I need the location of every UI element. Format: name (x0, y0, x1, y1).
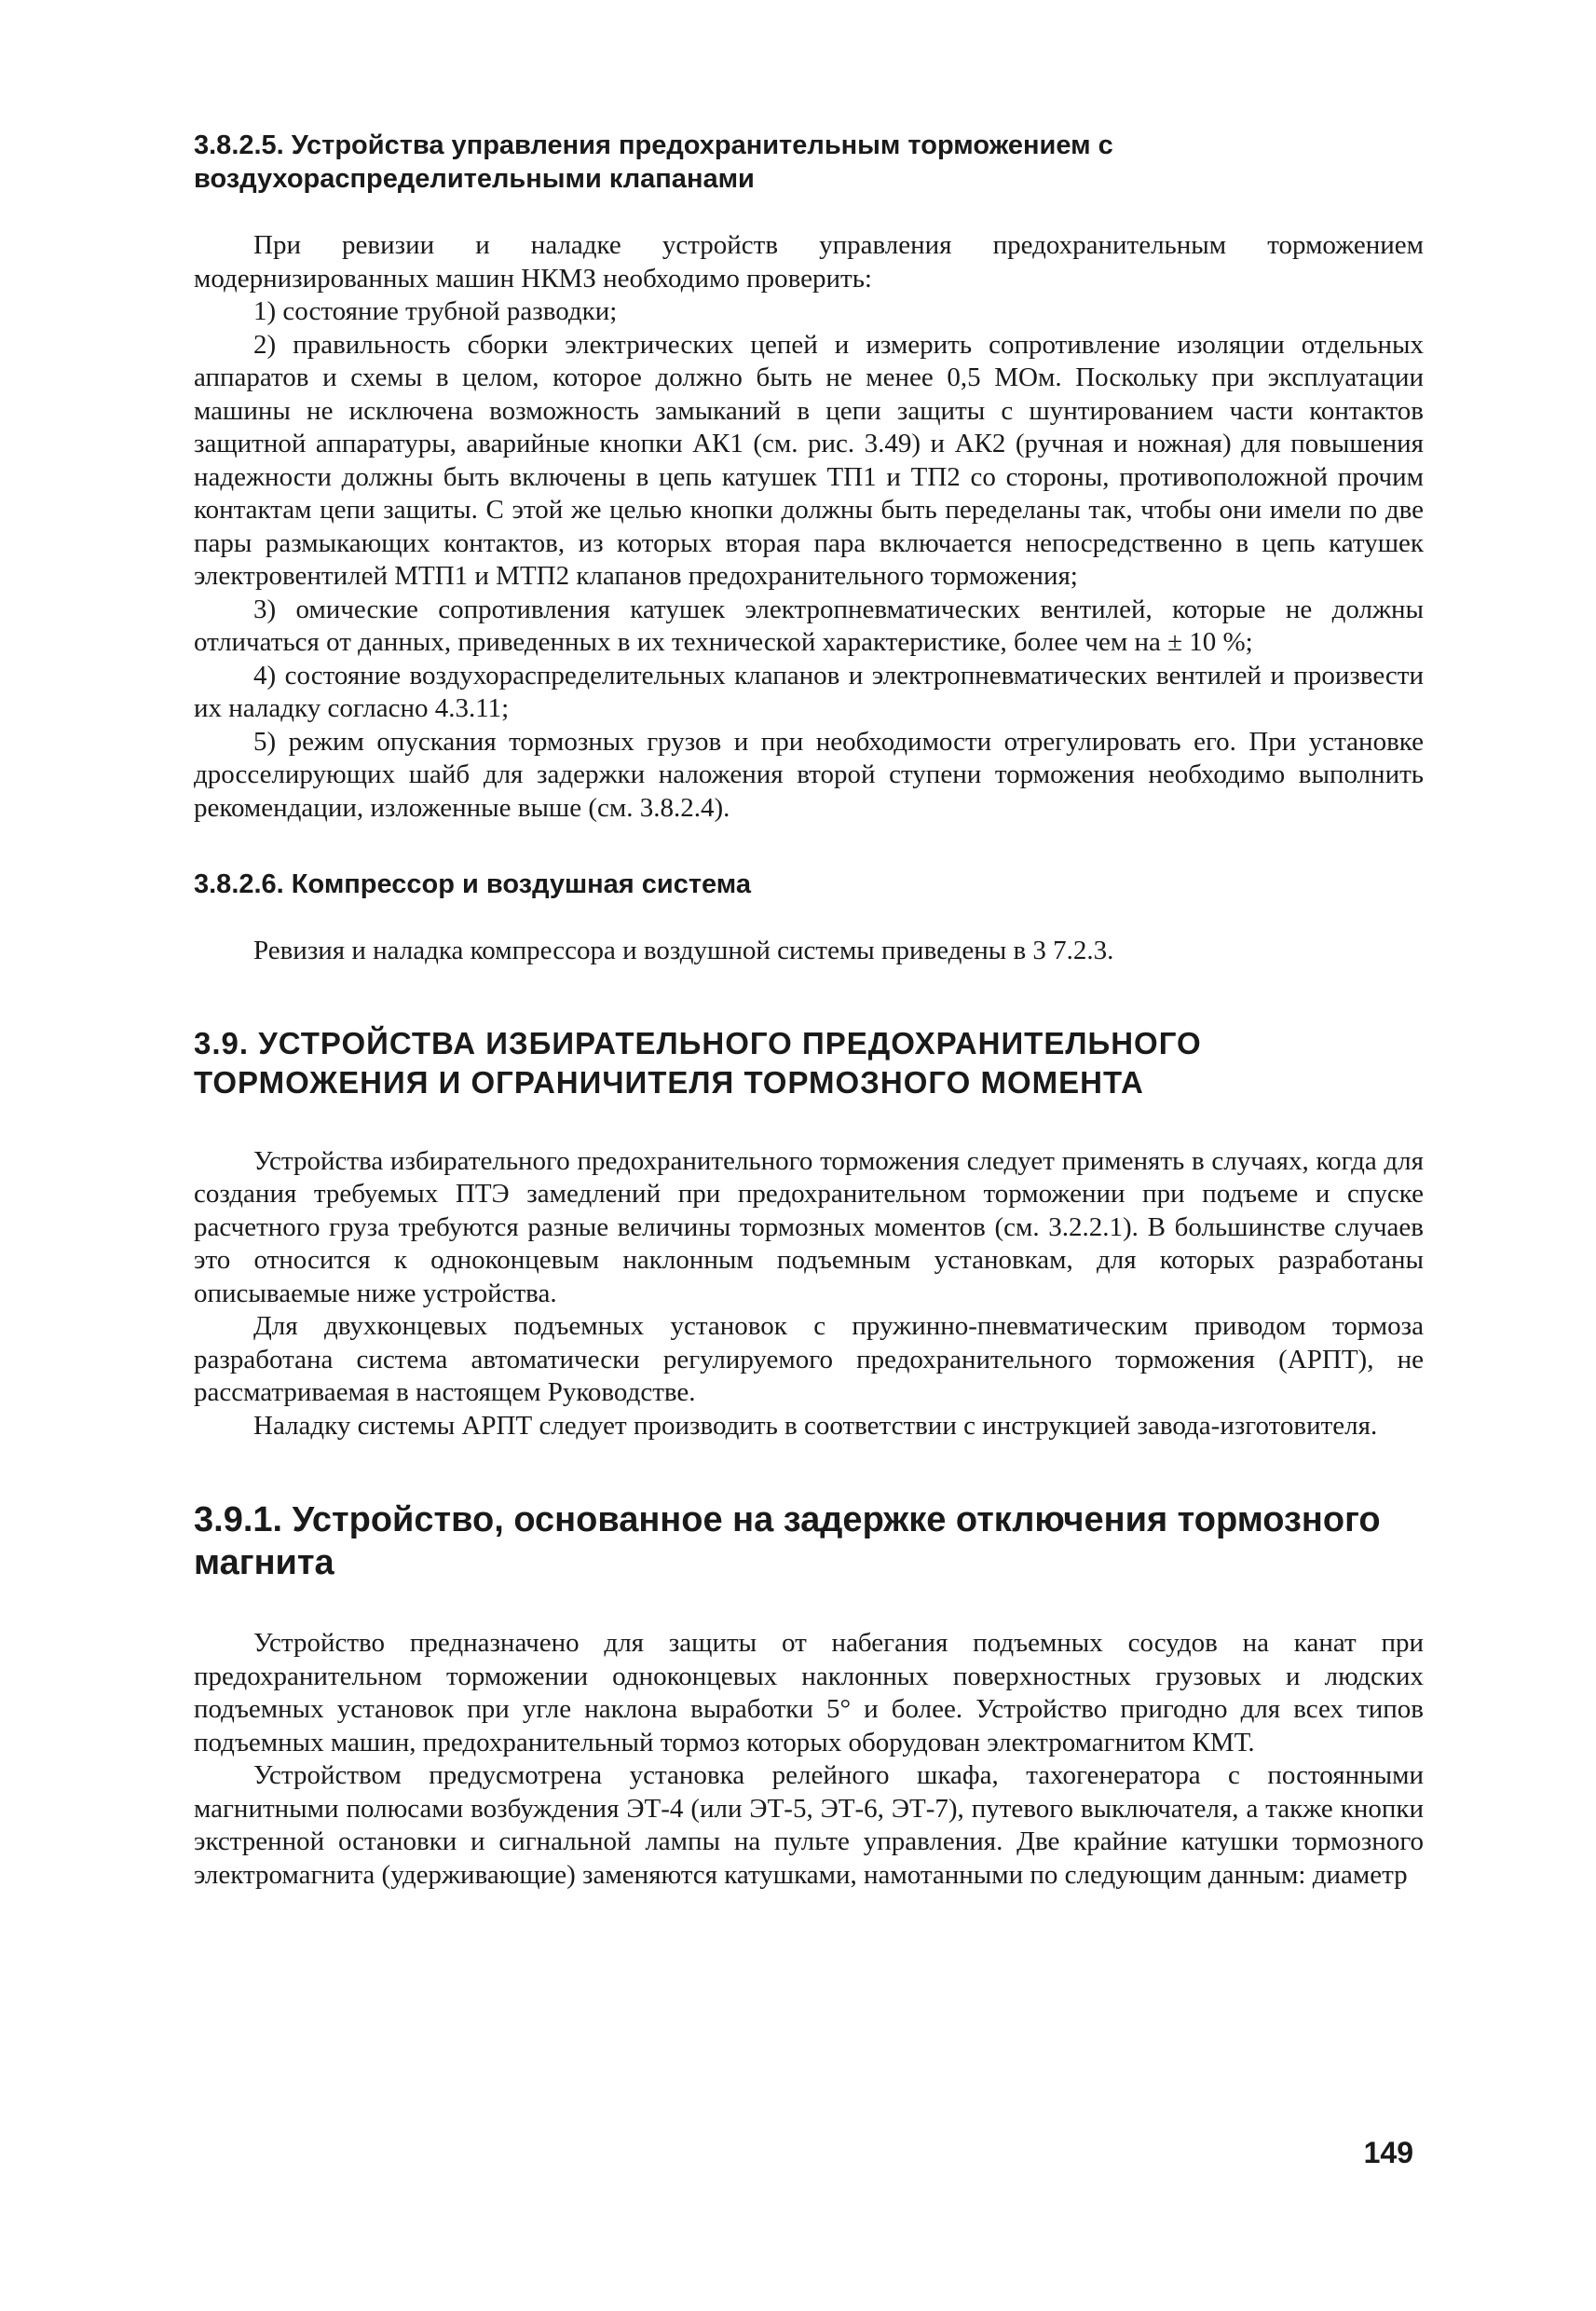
list-item: 3) омические сопротивления катушек электропневматических вентилей, которые не должны отличаться от данных, приведенных в их технической характеристике, более чем на ± 10 %; (194, 594, 1424, 657)
document-page (194, 129, 1424, 1892)
paragraph: Ревизия и наладка компрессора и воздушной системы приведены в 3 7.2.3. (253, 936, 1114, 965)
list-item: 2) правильность сборки электрических цепей и измерить сопротивление изоляции отдельных аппаратов и схемы в целом, которое должно быть не менее 0,5 МОм. Поскольку при эксплуатации машины не исключена возможность замыканий в цепи защиты с шунтированием части контактов защитной аппаратуры, аварийные кнопки АК1 (см. рис. 3.49) и АК2 (ручная и ножная) для повышения надежности должны быть включены в цепь катушек ТП1 и ТП2 со стороны, противоположной прочим контактам цепи защиты. С этой же целью кнопки должны быть переделаны так, чтобы они имели по две пары размыкающих контактов, из которых вторая пара включается непосредственно в цепь катушек электровентилей МТП1 и МТП2 клапанов предохранительного торможения; (194, 329, 1424, 591)
paragraph: Устройством предусмотрена установка релейного шкафа, тахогенератора с постоянными магнитными полюсами возбуждения ЭТ-4 (или ЭТ-5, ЭТ-6, ЭТ-7), путевого выключателя, а также кнопки экстренной остановки и сигнальной лампы на пульте управления. Две крайние катушки тормозного электромагнита (удерживающие) заменяются катушками, намотанными по следующим данным: диаметр (194, 1760, 1424, 1890)
paragraph: Наладку системы АРПТ следует производить в соответствии с инструкцией завода-изготовителя. (253, 1410, 1378, 1441)
paragraph: Для двухконцевых подъемных установок с пружинно-пневматическим приводом тормоза разработана система автоматически регулируемого предохранительного торможения (АРПТ), не рассматриваемая в настоящем Руководстве. (194, 1311, 1424, 1407)
paragraph: Устройство предназначено для защиты от набегания подъемных сосудов на канат при предохранительном торможении одноконцевых наклонных поверхностных грузовых и людских подъемных установок при угле наклона выработки 5° и более. Устройство пригодно для всех типов подъемных машин, предохранительный тормоз которых оборудован электромагнитом КМТ. (194, 1628, 1424, 1757)
page-number: 149 (1363, 2136, 1413, 2169)
list-item: 1) состояние трубной разводки; (253, 296, 618, 326)
section-heading-3-8-2-6: 3.8.2.6. Компрессор и воздушная система (194, 869, 751, 899)
paragraph: Устройства избирательного предохранительного торможения следует применять в случаях, когда для создания требуемых ПТЭ замедлений при предохранительном торможении при подъеме и спуске расчетного груза требуются разные величины тормозных моментов (см. 3.2.2.1). В большинстве случаев это относится к одноконцевым наклонным подъемным установкам, для которых разработаны описываемые ниже устройства. (194, 1145, 1424, 1308)
list-item: 5) режим опускания тормозных грузов и при необходимости отрегулировать его. При установке дросселирующих шайб для задержки наложения второй ступени торможения необходимо выполнить рекомендации, изложенные выше (см. 3.8.2.4). (194, 726, 1424, 823)
intro-paragraph: При ревизии и наладке устройств управления предохранительным торможением модернизированных машин НКМЗ необходимо проверить: (194, 230, 1424, 294)
section-heading-3-9-1: 3.9.1. Устройство, основанное на задержке отключения тормозного магнита (194, 1500, 1381, 1582)
section-heading-3-9: 3.9. УСТРОЙСТВА ИЗБИРАТЕЛЬНОГО ПРЕДОХРАНИТЕЛЬНОГО ТОРМОЖЕНИЯ И ОГРАНИЧИТЕЛЯ ТОРМОЗНОГО МОМЕНТА (194, 1025, 1202, 1100)
list-item: 4) состояние воздухораспределительных клапанов и электропневматических вентилей и произвести их наладку согласно 4.3.11; (194, 660, 1424, 723)
section-heading-3-8-2-5: 3.8.2.5. Устройства управления предохранительным торможением с воздухораспределительными клапанами (194, 130, 1113, 194)
